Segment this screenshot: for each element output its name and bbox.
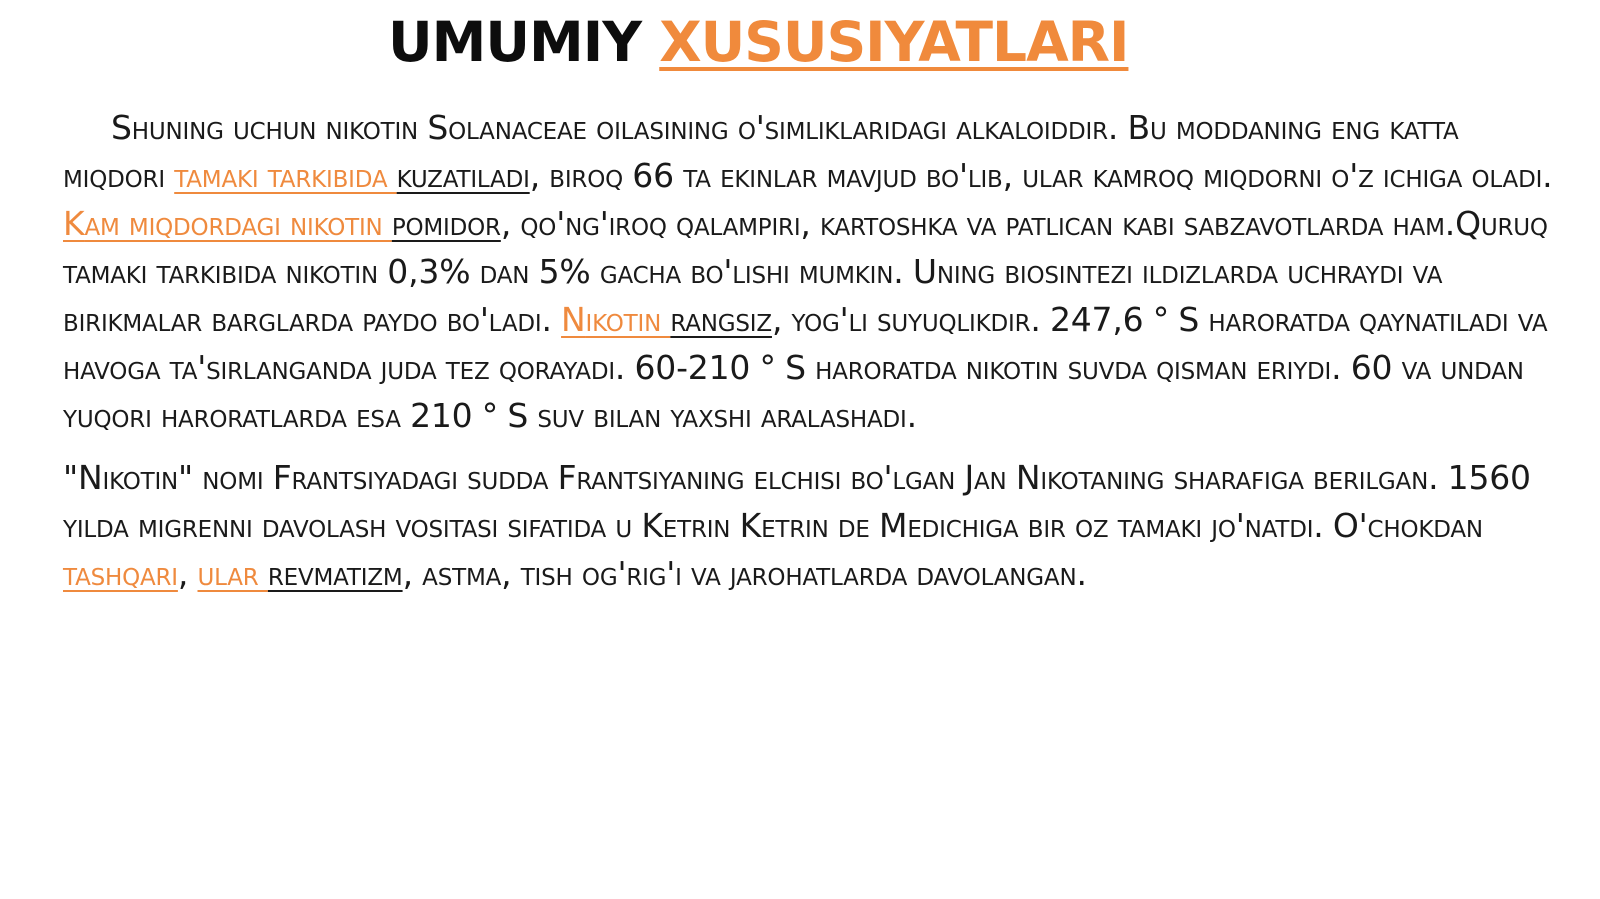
text-cap: U xyxy=(912,252,937,291)
text-run: , astma, tish og'rig'i va jarohatlarda davolangan. xyxy=(402,554,1087,593)
text-run: ikotaning sharafiga berilgan. 1560 yilda migrenni davolash vositasi sifatida u xyxy=(63,458,1531,545)
text-run: huning uchun nikotin xyxy=(131,108,428,147)
text-cap: S xyxy=(1178,300,1200,339)
text-run: u moddaning eng katta miqdori xyxy=(63,108,1459,195)
text-cap: S xyxy=(785,348,806,387)
text-run: etrin de xyxy=(761,506,880,545)
text-cap: N xyxy=(1015,458,1041,497)
link-text: am miqdordagi nikotin xyxy=(84,204,392,243)
text-run: etrin xyxy=(662,506,740,545)
text-cap: F xyxy=(557,458,577,497)
underlined-kuzatiladi: kuzatiladi xyxy=(396,156,530,195)
underlined-pomidor: pomidor xyxy=(391,204,501,243)
text-run: , biroq 66 ta ekinlar mavjud bo'lib, ular kamroq miqdorni o'z ichiga oladi. xyxy=(529,156,1553,195)
text-cap: S xyxy=(111,108,132,147)
title-word-umumiy: UMUMIY xyxy=(388,10,642,74)
paragraph-nicotine-properties xyxy=(63,104,1563,440)
text-cap: K xyxy=(63,204,85,243)
slide-content xyxy=(63,104,1563,598)
link-tamaki-tarkibida[interactable]: tamaki tarkibida xyxy=(174,156,397,195)
link-nikotin[interactable] xyxy=(561,300,670,339)
text-run: haroratda nikotin suvda qisman eriydi. 60 va undan yuqori haroratlarda esa 210 ° xyxy=(63,348,1524,435)
paragraph-nicotine-name-origin xyxy=(63,454,1563,598)
slide-title xyxy=(388,6,1128,78)
text-cap: M xyxy=(879,506,908,545)
text-run: edichiga bir oz tamaki jo'natdi. xyxy=(907,506,1333,545)
text-run: ning biosintezi ildizlarda uchraydi va birikmalar barglarda paydo bo'ladi. xyxy=(63,252,1443,339)
text-run: , yog'li suyuqlikdir. 247,6 ° xyxy=(771,300,1179,339)
underlined-revmatizm: revmatizm xyxy=(267,554,403,593)
text-cap: O xyxy=(1332,506,1359,545)
text-cap: N xyxy=(77,458,103,497)
link-text: ikotin xyxy=(585,300,671,339)
link-tashqari[interactable]: tashqari xyxy=(63,554,178,593)
text-cap: S xyxy=(427,108,449,147)
text-cap: J xyxy=(964,458,975,497)
title-word-xususiyatlari: XUSUSIYATLARI xyxy=(659,10,1129,74)
text-cap: K xyxy=(739,506,762,545)
text-cap: B xyxy=(1127,108,1150,147)
link-kam-miqdordagi-nikotin[interactable] xyxy=(63,204,392,243)
text-cap: N xyxy=(561,300,586,339)
text-run: an xyxy=(974,458,1016,497)
text-cap: K xyxy=(641,506,663,545)
text-run: " xyxy=(63,458,78,497)
text-run: , xyxy=(177,554,198,593)
text-cap: F xyxy=(272,458,292,497)
text-run: , qo'ng'iroq qalampiri, kartoshka va patlican kabi sabzavotlarda ham. xyxy=(500,204,1456,243)
underlined-rangsiz: rangsiz xyxy=(670,300,772,339)
text-run: 'chokdan xyxy=(1358,506,1483,545)
text-run: haroratda qaynatiladi va havoga ta'sirlanganda juda tez qorayadi. 60-210 ° xyxy=(63,300,1548,387)
text-run: ikotin" nomi xyxy=(102,458,273,497)
link-ular[interactable]: ular xyxy=(197,554,268,593)
text-cap: S xyxy=(507,396,529,435)
text-run: rantsiyadagi sudda xyxy=(291,458,558,497)
text-run: suv bilan yaxshi aralashadi. xyxy=(528,396,917,435)
text-cap: Q xyxy=(1455,204,1481,243)
text-run: rantsiyaning elchisi bo'lgan xyxy=(576,458,965,497)
text-run: uruq tamaki tarkibida nikotin 0,3% dan 5% gacha bo'lishi mumkin. xyxy=(63,204,1548,291)
text-run: olanaceae oilasining o'simliklaridagi alkaloiddir. xyxy=(448,108,1128,147)
